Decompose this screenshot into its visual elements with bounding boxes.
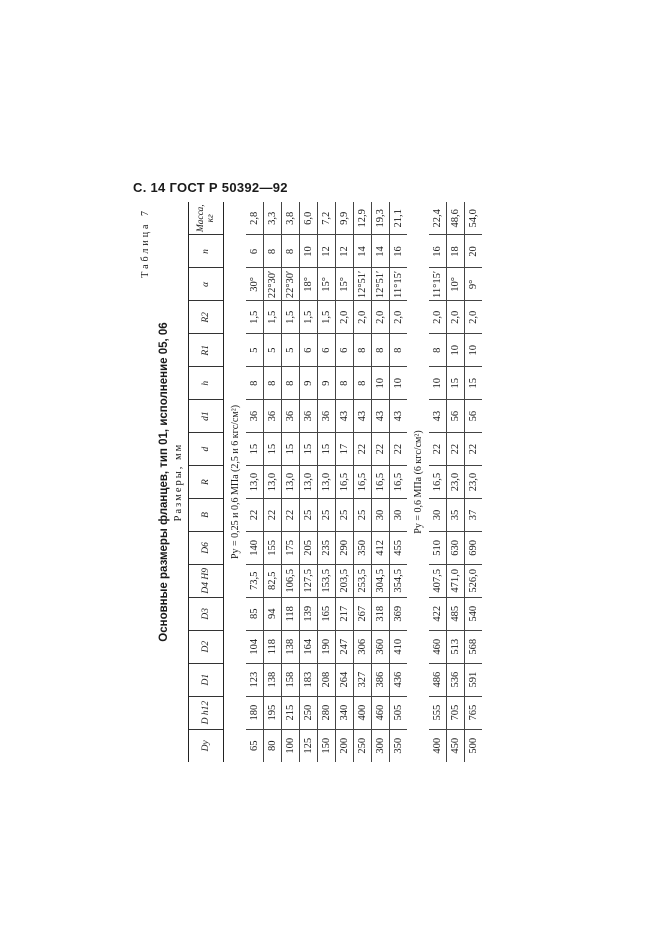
- table-cell: 16: [429, 235, 447, 268]
- table-cell: 1,5: [246, 301, 264, 334]
- table-row: [264, 202, 282, 762]
- table-cell: 11°15′: [390, 268, 408, 301]
- table-cell: 300: [372, 729, 390, 762]
- table-cell: 306: [354, 630, 372, 663]
- table-cell: 400: [354, 696, 372, 729]
- table-cell: 705: [447, 696, 465, 729]
- table-cell: 139: [300, 597, 318, 630]
- table-cell: 48,6: [447, 202, 465, 235]
- table-cell: 412: [372, 531, 390, 564]
- table-cell: 22: [429, 433, 447, 466]
- table-cell: 8: [282, 367, 300, 400]
- table-cell: 8: [390, 334, 408, 367]
- table-cell: 118: [282, 597, 300, 630]
- table-cell: 30: [372, 499, 390, 532]
- table-cell: 630: [447, 531, 465, 564]
- table-cell: 8: [264, 235, 282, 268]
- table-cell: 8: [354, 334, 372, 367]
- table-cell: 23,0: [465, 466, 483, 499]
- table-subtitle: Размеры, мм: [173, 442, 184, 522]
- table-cell: 436: [390, 663, 408, 696]
- table-cell: 591: [465, 663, 483, 696]
- column-header: D1: [189, 663, 224, 696]
- column-header: d: [189, 433, 224, 466]
- table-cell: 12: [336, 235, 354, 268]
- table-cell: 765: [465, 696, 483, 729]
- table-cell: 354,5: [390, 564, 408, 597]
- table-cell: 203,5: [336, 564, 354, 597]
- column-header: α: [189, 268, 224, 301]
- column-header: n: [189, 235, 224, 268]
- table-cell: 35: [447, 499, 465, 532]
- table-cell: 1,5: [282, 301, 300, 334]
- table-cell: 1,5: [300, 301, 318, 334]
- table-cell: 155: [264, 531, 282, 564]
- table-row: [372, 202, 390, 762]
- column-header: D3: [189, 597, 224, 630]
- table-cell: 165: [318, 597, 336, 630]
- table-cell: 280: [318, 696, 336, 729]
- table-row: [429, 202, 447, 762]
- table-cell: 15: [246, 433, 264, 466]
- table-cell: 205: [300, 531, 318, 564]
- table-cell: 20: [465, 235, 483, 268]
- table-cell: 80: [264, 729, 282, 762]
- table-cell: 125: [300, 729, 318, 762]
- table-row: [447, 202, 465, 762]
- table-cell: 340: [336, 696, 354, 729]
- table-cell: 10: [429, 367, 447, 400]
- column-header: d1: [189, 400, 224, 433]
- table-cell: 100: [282, 729, 300, 762]
- table-cell: 215: [282, 696, 300, 729]
- table-cell: 16,5: [372, 466, 390, 499]
- table-cell: 16,5: [390, 466, 408, 499]
- table-cell: 30°: [246, 268, 264, 301]
- table-cell: 8: [264, 367, 282, 400]
- table-cell: 500: [465, 729, 483, 762]
- column-header: B: [189, 499, 224, 532]
- table-cell: 350: [354, 531, 372, 564]
- table-cell: 19,3: [372, 202, 390, 235]
- table-cell: 164: [300, 630, 318, 663]
- table-cell: 12°51′: [354, 268, 372, 301]
- table-cell: 460: [429, 630, 447, 663]
- table-cell: 180: [246, 696, 264, 729]
- table-cell: 5: [282, 334, 300, 367]
- table-cell: 290: [336, 531, 354, 564]
- table-cell: 6: [336, 334, 354, 367]
- table-cell: 318: [372, 597, 390, 630]
- table-cell: 568: [465, 630, 483, 663]
- table-cell: 158: [282, 663, 300, 696]
- table-cell: 36: [264, 400, 282, 433]
- table-cell: 450: [447, 729, 465, 762]
- table-cell: 6,0: [300, 202, 318, 235]
- table-cell: 15: [282, 433, 300, 466]
- table-cell: 247: [336, 630, 354, 663]
- table-cell: 8: [336, 367, 354, 400]
- table-cell: 9,9: [336, 202, 354, 235]
- table-cell: 73,5: [246, 564, 264, 597]
- table-cell: 250: [300, 696, 318, 729]
- table-cell: 16,5: [336, 466, 354, 499]
- table-cell: 183: [300, 663, 318, 696]
- table-cell: 15: [447, 367, 465, 400]
- table-cell: 13,0: [282, 466, 300, 499]
- table-cell: 17: [336, 433, 354, 466]
- table-row: [354, 202, 372, 762]
- table-cell: 22: [465, 433, 483, 466]
- table-cell: 25: [300, 499, 318, 532]
- table-cell: 327: [354, 663, 372, 696]
- pressure-label: Py = 0,25 и 0,6 МПа (2,5 и 6 кгс/см²): [229, 404, 241, 560]
- table-cell: 22: [447, 433, 465, 466]
- table-cell: 22: [354, 433, 372, 466]
- pressure-label: Py = 0,6 МПа (6 кгс/см²): [412, 430, 424, 534]
- table-cell: 56: [465, 400, 483, 433]
- column-header: D h12: [189, 696, 224, 729]
- table-cell: 43: [354, 400, 372, 433]
- table-cell: 264: [336, 663, 354, 696]
- table-cell: 2,0: [354, 301, 372, 334]
- column-header: D6: [189, 531, 224, 564]
- table-cell: 138: [264, 663, 282, 696]
- table-cell: 13,0: [246, 466, 264, 499]
- rotated-table-block: [140, 202, 540, 762]
- table-cell: 12: [318, 235, 336, 268]
- table-cell: 15: [465, 367, 483, 400]
- column-header: R: [189, 466, 224, 499]
- table-cell: 267: [354, 597, 372, 630]
- table-cell: 9: [318, 367, 336, 400]
- table-cell: 195: [264, 696, 282, 729]
- table-cell: 22°30′: [282, 268, 300, 301]
- table-cell: 10: [390, 367, 408, 400]
- table-cell: 14: [372, 235, 390, 268]
- table-cell: 1,5: [264, 301, 282, 334]
- table-cell: 555: [429, 696, 447, 729]
- table-cell: 140: [246, 531, 264, 564]
- table-cell: 15: [264, 433, 282, 466]
- table-cell: 505: [390, 696, 408, 729]
- table-cell: 15°: [336, 268, 354, 301]
- table-cell: 5: [246, 334, 264, 367]
- table-cell: 138: [282, 630, 300, 663]
- table-row: [300, 202, 318, 762]
- table-cell: 118: [264, 630, 282, 663]
- table-cell: 486: [429, 663, 447, 696]
- table-cell: 2,0: [465, 301, 483, 334]
- table-cell: 3,3: [264, 202, 282, 235]
- column-header: D4 H9: [189, 564, 224, 597]
- table-cell: 510: [429, 531, 447, 564]
- table-cell: 65: [249, 740, 260, 752]
- table-cell: 43: [429, 400, 447, 433]
- table-title: Основные размеры фланцев, тип 01, исполнение 05, 06: [158, 322, 170, 642]
- table-cell: 540: [465, 597, 483, 630]
- table-cell: 30: [390, 499, 408, 532]
- table-cell: 23,0: [447, 466, 465, 499]
- table-cell: 460: [372, 696, 390, 729]
- table-cell: 15°: [318, 268, 336, 301]
- table-cell: 455: [390, 531, 408, 564]
- table-cell: 56: [447, 400, 465, 433]
- table-header-row: [189, 202, 224, 762]
- column-header: R1: [189, 334, 224, 367]
- table-cell: 350: [390, 729, 408, 762]
- pressure-row: [224, 202, 247, 762]
- table-cell: 25: [336, 499, 354, 532]
- table-cell: 304,5: [372, 564, 390, 597]
- table-cell: 150: [318, 729, 336, 762]
- table-cell: 54,0: [465, 202, 483, 235]
- table-cell: 690: [465, 531, 483, 564]
- table-cell: 106,5: [282, 564, 300, 597]
- table-row: [465, 202, 483, 762]
- table-cell: 15: [318, 433, 336, 466]
- table-cell: 22: [246, 499, 264, 532]
- table-cell: 3,8: [282, 202, 300, 235]
- table-cell: 37: [465, 499, 483, 532]
- table-cell: 10°: [447, 268, 465, 301]
- table-cell: 104: [246, 630, 264, 663]
- table-row: [390, 202, 408, 762]
- table-cell: 16,5: [429, 466, 447, 499]
- table-cell: 175: [282, 531, 300, 564]
- table-cell: 43: [390, 400, 408, 433]
- table-cell: 8: [246, 367, 264, 400]
- table-cell: 85: [246, 597, 264, 630]
- table-cell: 2,0: [447, 301, 465, 334]
- table-cell: 6: [300, 334, 318, 367]
- table-cell: 471,0: [447, 564, 465, 597]
- table-row: [336, 202, 354, 762]
- table-cell: 407,5: [429, 564, 447, 597]
- table-cell: 386: [372, 663, 390, 696]
- table-cell: 369: [390, 597, 408, 630]
- table-cell: 2,0: [372, 301, 390, 334]
- table-cell: 2,8: [246, 202, 264, 235]
- table-cell: 22: [372, 433, 390, 466]
- table-cell: 13,0: [264, 466, 282, 499]
- table-cell: 8: [372, 334, 390, 367]
- table-cell: 200: [336, 729, 354, 762]
- table-cell: 16: [390, 235, 408, 268]
- table-cell: 25: [318, 499, 336, 532]
- table-cell: 14: [354, 235, 372, 268]
- pressure-row: [407, 202, 429, 762]
- table-cell: 12,9: [354, 202, 372, 235]
- table-cell: 400: [432, 737, 443, 754]
- table-cell: 526,0: [465, 564, 483, 597]
- column-header: Dy: [189, 729, 224, 762]
- table-cell: 36: [282, 400, 300, 433]
- table-cell: 190: [318, 630, 336, 663]
- table-row: [318, 202, 336, 762]
- table-cell: 422: [429, 597, 447, 630]
- table-row: [282, 202, 300, 762]
- table-cell: 10: [447, 334, 465, 367]
- table-cell: 10: [372, 367, 390, 400]
- table-cell: 36: [246, 400, 264, 433]
- table-cell: 123: [246, 663, 264, 696]
- table-cell: 360: [372, 630, 390, 663]
- table-cell: 2,0: [336, 301, 354, 334]
- table-cell: 36: [300, 400, 318, 433]
- table-cell: 6: [246, 235, 264, 268]
- table-cell: 9: [300, 367, 318, 400]
- table-cell: 536: [447, 663, 465, 696]
- table-cell: 43: [336, 400, 354, 433]
- table-cell: 8: [429, 334, 447, 367]
- table-cell: 10: [465, 334, 483, 367]
- table-cell: 513: [447, 630, 465, 663]
- table-cell: 12°51′: [372, 268, 390, 301]
- table-cell: 21,1: [390, 202, 408, 235]
- table-cell: 235: [318, 531, 336, 564]
- table-cell: 410: [390, 630, 408, 663]
- table-cell: 22: [264, 499, 282, 532]
- table-cell: 15: [300, 433, 318, 466]
- table-cell: 13,0: [300, 466, 318, 499]
- table-cell: 208: [318, 663, 336, 696]
- table-cell: 22: [282, 499, 300, 532]
- table-cell: 5: [264, 334, 282, 367]
- column-header: h: [189, 367, 224, 400]
- table-cell: 250: [354, 729, 372, 762]
- table-cell: 11°15′: [429, 268, 447, 301]
- table-cell: 22°30′: [264, 268, 282, 301]
- column-header: D2: [189, 630, 224, 663]
- table-cell: 127,5: [300, 564, 318, 597]
- column-header: Масса, кг: [189, 202, 224, 235]
- table-cell: 94: [264, 597, 282, 630]
- table-cell: 43: [372, 400, 390, 433]
- table-cell: 22,4: [429, 202, 447, 235]
- table-cell: 18°: [300, 268, 318, 301]
- table-row: [246, 202, 264, 762]
- column-header: R2: [189, 301, 224, 334]
- table-cell: 6: [318, 334, 336, 367]
- table-cell: 8: [354, 367, 372, 400]
- table-cell: 8: [282, 235, 300, 268]
- table-cell: 1,5: [318, 301, 336, 334]
- table-cell: 2,0: [429, 301, 447, 334]
- table-cell: 36: [318, 400, 336, 433]
- page-header: С. 14 ГОСТ Р 50392—92: [133, 180, 288, 195]
- table-cell: 217: [336, 597, 354, 630]
- table-cell: 2,0: [390, 301, 408, 334]
- table-cell: 9°: [465, 268, 483, 301]
- table-cell: 16,5: [354, 466, 372, 499]
- table-cell: 13,0: [318, 466, 336, 499]
- table-label: Таблица 7: [140, 208, 151, 278]
- table-cell: 153,5: [318, 564, 336, 597]
- table-cell: 82,5: [264, 564, 282, 597]
- table-cell: 7,2: [318, 202, 336, 235]
- table-cell: 22: [390, 433, 408, 466]
- table-cell: 485: [447, 597, 465, 630]
- table-cell: 25: [354, 499, 372, 532]
- table-cell: 10: [300, 235, 318, 268]
- table-cell: 30: [429, 499, 447, 532]
- flange-dimensions-table: [188, 202, 482, 762]
- table-body: [224, 202, 483, 762]
- table-cell: 18: [447, 235, 465, 268]
- table-cell: 253,5: [354, 564, 372, 597]
